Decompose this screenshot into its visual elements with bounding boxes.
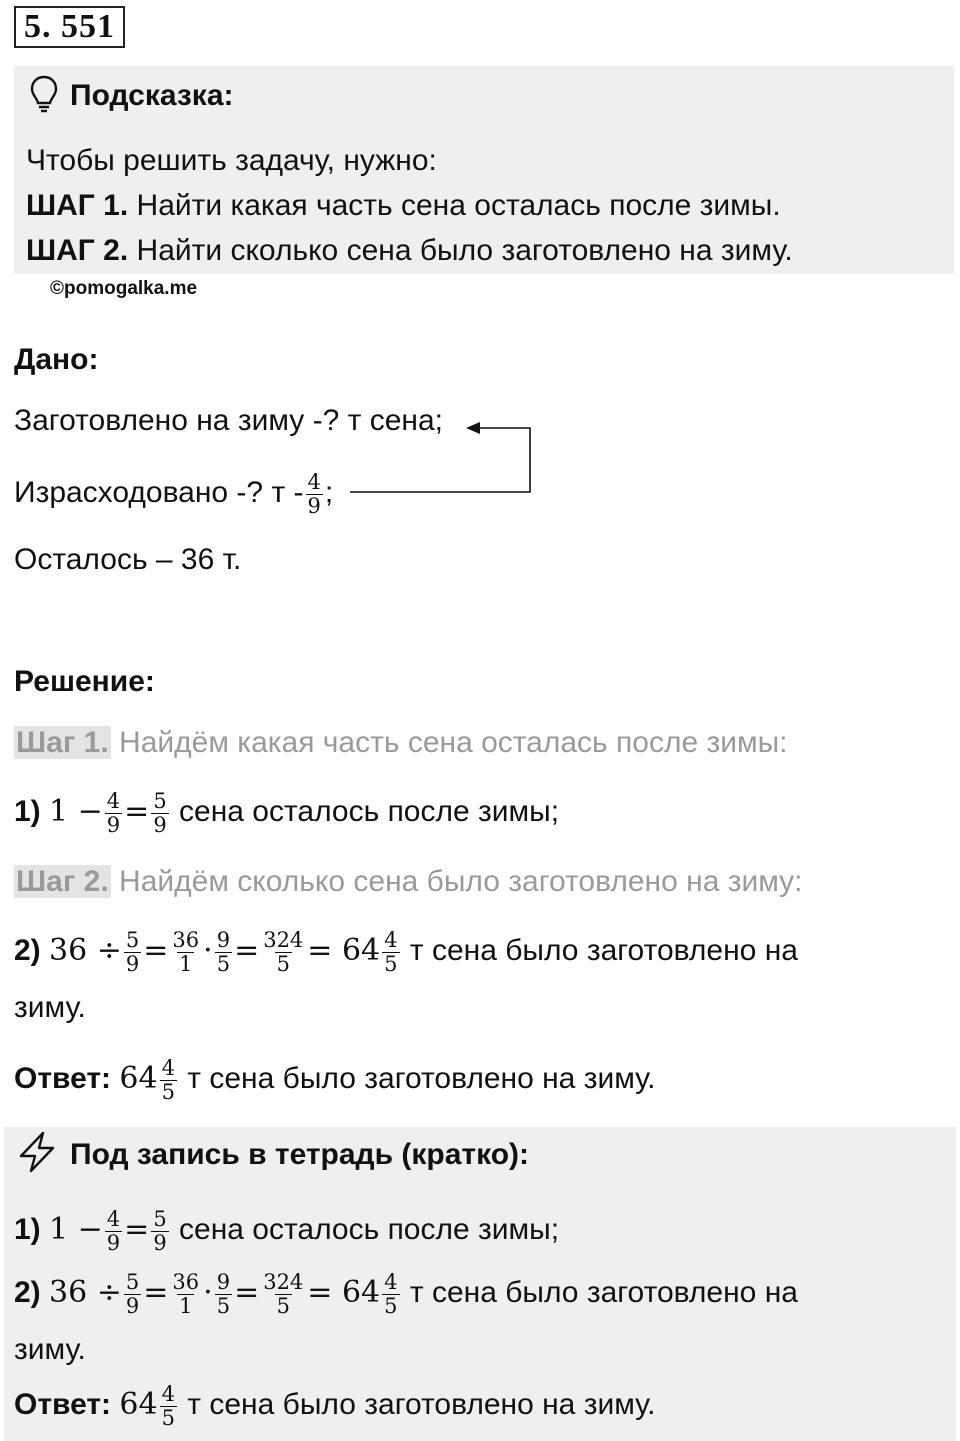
- eq1-text: сена осталось после зимы;: [179, 1213, 560, 1246]
- fraction-denominator: 5: [161, 1405, 175, 1430]
- eq1-one: 1 −: [49, 1212, 103, 1247]
- fraction-denominator: 9: [307, 493, 321, 518]
- eq2-equals-2: =: [234, 1275, 260, 1310]
- given-title: Дано:: [14, 343, 99, 376]
- fraction-numerator: 4: [106, 1206, 121, 1231]
- given-line-3: Осталось – 36 т.: [14, 543, 242, 576]
- fraction-denominator: 9: [153, 812, 167, 837]
- hint-intro: Чтобы решить задачу, нужно:: [26, 144, 437, 177]
- fraction-denominator: 9: [125, 1293, 140, 1318]
- eq1-equals: =: [124, 794, 150, 829]
- fraction-numerator: 5: [153, 788, 167, 813]
- fraction-numerator: 5: [125, 1269, 140, 1294]
- eq2-lead: 36 ÷: [49, 1275, 122, 1310]
- eq2-lead: 36 ÷: [49, 933, 122, 968]
- solution-title: Решение:: [14, 665, 155, 698]
- fraction-numerator: 4: [307, 469, 321, 494]
- eq2-text: т сена было заготовлено на: [409, 934, 798, 967]
- equation-2: [14, 928, 798, 976]
- fraction-denominator: 5: [216, 1293, 231, 1318]
- answer: [14, 1056, 656, 1104]
- notebook-equation-1: [14, 1207, 559, 1255]
- eq1-frac-a: [105, 790, 122, 837]
- fraction-numerator: 324: [263, 927, 304, 952]
- eq2-wrap: зиму.: [14, 991, 86, 1024]
- solution-step-2: [14, 862, 803, 902]
- fraction-denominator: 1: [179, 1293, 193, 1318]
- hint-step-1-text: Найти какая часть сена осталась после зимы.: [128, 189, 781, 222]
- notebook-answer: [14, 1382, 656, 1430]
- fraction-denominator: 9: [153, 1230, 167, 1255]
- fraction-numerator: 4: [106, 788, 121, 813]
- bracket-arrow: [340, 418, 540, 502]
- given-line-2-suffix: ;: [324, 476, 334, 509]
- eq2-frac-d: [261, 1271, 305, 1318]
- eq1-label: 1): [14, 1213, 41, 1246]
- eq2-label: 2): [14, 1276, 41, 1309]
- hint-step-2-text: Найти сколько сена было заготовлено на зиму.: [128, 234, 793, 267]
- solution-step-1: [14, 723, 788, 763]
- fraction-numerator: 4: [384, 1269, 398, 1294]
- fraction-denominator: 5: [161, 1079, 175, 1104]
- notebook-equation-2: [14, 1270, 798, 1318]
- step-1-text: Найдём какая часть сена осталась после зимы:: [110, 726, 788, 759]
- fraction-numerator: 36: [172, 1269, 200, 1294]
- fraction-numerator: 5: [125, 927, 140, 952]
- eq2-frac-d: [261, 929, 305, 976]
- fraction-denominator: 9: [106, 1230, 121, 1255]
- step-2-label: Шаг 2.: [16, 865, 109, 898]
- eq2-frac-c: [215, 929, 232, 976]
- answer-fraction: [160, 1383, 177, 1430]
- fraction-denominator: 5: [216, 951, 231, 976]
- fraction-denominator: 1: [179, 951, 193, 976]
- fraction-numerator: 4: [161, 1381, 175, 1406]
- eq1-frac-a: [105, 1208, 122, 1255]
- eq2-dot: ·: [203, 1275, 213, 1310]
- eq2-equals-2: =: [234, 933, 260, 968]
- given-line-2: [14, 470, 333, 518]
- lightning-icon: [16, 1130, 58, 1174]
- given-line-1: Заготовлено на зиму -? т сена;: [14, 404, 443, 437]
- step-1-label: Шаг 1.: [16, 726, 109, 759]
- fraction-denominator: 5: [384, 951, 398, 976]
- fraction-numerator: 5: [153, 1206, 167, 1231]
- eq2-frac-e: [382, 929, 399, 976]
- eq2-equals-3: = 64: [307, 1275, 381, 1310]
- fraction-denominator: 5: [276, 951, 290, 976]
- eq1-one: 1 −: [49, 794, 103, 829]
- eq2-equals-3: = 64: [307, 933, 381, 968]
- hint-step-1: [26, 186, 781, 226]
- lightbulb-icon: [28, 74, 60, 114]
- eq2-frac-a: [124, 1271, 141, 1318]
- answer-fraction: [160, 1057, 177, 1104]
- fraction-numerator: 324: [263, 1269, 304, 1294]
- notebook-title: Под запись в тетрадь (кратко):: [70, 1138, 530, 1171]
- eq2-frac-b: [170, 1271, 201, 1318]
- fraction-numerator: 9: [216, 927, 231, 952]
- eq2-dot: ·: [203, 933, 213, 968]
- eq1-frac-b: [151, 790, 168, 837]
- eq1-label: 1): [14, 795, 41, 828]
- eq2-equals-1: =: [143, 933, 169, 968]
- eq1-equals: =: [124, 1212, 150, 1247]
- answer-label: Ответ:: [14, 1062, 112, 1095]
- eq2-label: 2): [14, 934, 41, 967]
- eq2-frac-a: [124, 929, 141, 976]
- fraction-numerator: 4: [161, 1055, 175, 1080]
- equation-1: [14, 789, 559, 837]
- eq2-text: т сена было заготовлено на: [409, 1276, 798, 1309]
- hint-step-2-label: ШАГ 2.: [26, 234, 129, 267]
- fraction-numerator: 36: [172, 927, 200, 952]
- hint-step-1-label: ШАГ 1.: [26, 189, 129, 222]
- answer-label: Ответ:: [14, 1388, 112, 1421]
- answer-text: т сена было заготовлено на зиму.: [187, 1388, 656, 1421]
- eq2-frac-c: [215, 1271, 232, 1318]
- step-2-text: Найдём сколько сена было заготовлено на зиму:: [110, 865, 803, 898]
- copyright: ©pomogalka.me: [50, 278, 198, 299]
- answer-whole: 64: [119, 1061, 158, 1096]
- eq1-frac-b: [151, 1208, 168, 1255]
- eq2-equals-1: =: [143, 1275, 169, 1310]
- given-line-2-prefix: Израсходовано -? т -: [14, 476, 304, 509]
- fraction-numerator: 4: [384, 927, 398, 952]
- eq1-text: сена осталось после зимы;: [179, 795, 560, 828]
- fraction-denominator: 9: [125, 951, 140, 976]
- fraction-numerator: 9: [216, 1269, 231, 1294]
- fraction-denominator: 9: [106, 812, 121, 837]
- eq2-frac-e: [382, 1271, 399, 1318]
- given-fraction: [306, 471, 323, 518]
- fraction-denominator: 5: [276, 1293, 290, 1318]
- hint-step-2: [26, 231, 793, 271]
- answer-whole: 64: [119, 1387, 158, 1422]
- fraction-denominator: 5: [384, 1293, 398, 1318]
- task-number: 5. 551: [14, 6, 125, 48]
- eq2-frac-b: [170, 929, 201, 976]
- hint-title: Подсказка:: [70, 79, 234, 112]
- notebook-eq2-wrap: зиму.: [14, 1333, 86, 1366]
- answer-text: т сена было заготовлено на зиму.: [187, 1062, 656, 1095]
